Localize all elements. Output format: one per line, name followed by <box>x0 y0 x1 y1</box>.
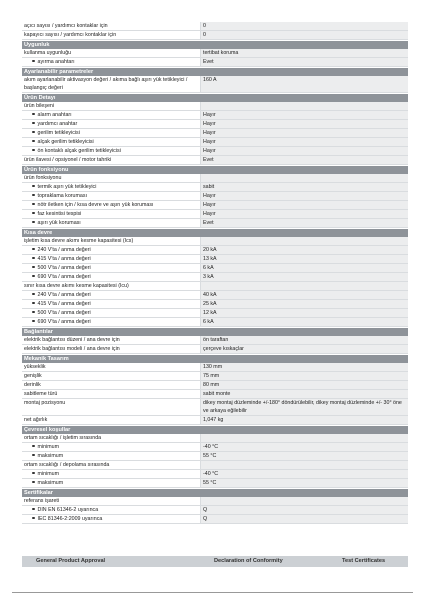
spec-label: net ağırlık <box>24 417 48 423</box>
spec-value: 0 <box>200 31 408 39</box>
spec-value: çerçeve kıskaçlar <box>200 345 408 353</box>
spec-row <box>22 219 408 228</box>
bullet-icon <box>32 320 35 323</box>
spec-row <box>22 111 408 120</box>
spec-label <box>22 201 200 209</box>
spec-row <box>22 49 408 58</box>
spec-value: Hayır <box>200 147 408 155</box>
spec-row <box>22 461 408 470</box>
spec-label: sabitleme türü <box>24 391 58 397</box>
spec-label: ortam sıcaklığı / depolama sırasında <box>24 462 110 468</box>
spec-row <box>22 76 408 93</box>
spec-row <box>22 156 408 165</box>
spec-label <box>22 300 200 308</box>
spec-label: açıcı sayısı / yardımcı kontaklar için <box>24 23 108 29</box>
spec-label <box>22 192 200 200</box>
bullet-icon <box>32 149 35 152</box>
spec-value: Evet <box>200 219 408 227</box>
spec-label <box>22 120 200 128</box>
spec-value: 80 mm <box>200 381 408 389</box>
spec-label <box>22 138 200 146</box>
spec-label-text: topraklama koruması <box>37 193 87 199</box>
spec-label: referans işareti <box>24 498 60 504</box>
spec-row <box>22 255 408 264</box>
spec-row <box>22 246 408 255</box>
spec-label: ürün ilavesi / opsiyonel / motor tahriki <box>24 157 112 163</box>
spec-value: Hayır <box>200 111 408 119</box>
bullet-icon <box>32 266 35 269</box>
spec-value <box>200 102 408 110</box>
bullet-icon <box>32 293 35 296</box>
spec-value: 6 kA <box>200 264 408 272</box>
spec-label <box>22 318 200 326</box>
spec-row <box>22 515 408 524</box>
spec-row <box>22 399 408 416</box>
spec-label-text: 240 V'ta / anma değeri <box>37 247 91 253</box>
spec-label-text: minimum <box>37 471 59 477</box>
spec-label-text: 500 V'ta / anma değeri <box>37 265 91 271</box>
spec-label-text: DIN EN 61346-2 uyarınca <box>37 507 99 513</box>
spec-row <box>22 497 408 506</box>
section-header: Ürün fonksiyonu <box>22 165 408 174</box>
spec-value: sabit <box>200 183 408 191</box>
spec-label: genişlik <box>24 373 42 379</box>
spec-value: 40 kA <box>200 291 408 299</box>
certificate-footer <box>22 556 408 567</box>
bullet-icon <box>32 302 35 305</box>
test-certificates-label: Test Certificates <box>342 558 386 564</box>
spec-row <box>22 264 408 273</box>
section-header: Kısa devre <box>22 228 408 237</box>
spec-label-text: maksimum <box>37 480 64 486</box>
spec-value: -40 °C <box>200 443 408 451</box>
bullet-icon <box>32 140 35 143</box>
spec-row <box>22 210 408 219</box>
bullet-icon <box>32 311 35 314</box>
spec-value: Q <box>200 515 408 523</box>
bullet-icon <box>32 185 35 188</box>
spec-row <box>22 192 408 201</box>
spec-value: 1,047 kg <box>200 416 408 424</box>
spec-label: montaj pozisyonu <box>24 400 66 406</box>
spec-label-text: faz kesintisi tespisi <box>37 211 82 217</box>
spec-row <box>22 147 408 156</box>
spec-label <box>22 443 200 451</box>
spec-row <box>22 443 408 452</box>
spec-row <box>22 273 408 282</box>
general-product-approval-label: General Product Approval <box>36 558 106 564</box>
spec-value: tertibat koruma <box>200 49 408 57</box>
bullet-icon <box>32 131 35 134</box>
spec-label-text: aşırı yük koruması <box>37 220 81 226</box>
spec-row <box>22 309 408 318</box>
spec-label-text: alarm anahtarı <box>37 112 72 118</box>
spec-row <box>22 31 408 40</box>
spec-label-text: 415 V'ta / anma değeri <box>37 301 91 307</box>
spec-row <box>22 58 408 67</box>
spec-row <box>22 201 408 210</box>
bullet-icon <box>32 122 35 125</box>
spec-value: sabit monte <box>200 390 408 398</box>
bullet-icon <box>32 517 35 520</box>
spec-row <box>22 120 408 129</box>
spec-value: 75 mm <box>200 372 408 380</box>
spec-label: kapayıcı sayısı / yardımcı kontaklar için <box>24 32 117 38</box>
spec-label-text: 690 V'ta / anma değeri <box>37 274 91 280</box>
spec-label <box>22 264 200 272</box>
spec-row <box>22 237 408 246</box>
spec-value: Hayır <box>200 192 408 200</box>
spec-label-text: yardımcı anahtar <box>37 121 78 127</box>
spec-label <box>22 129 200 137</box>
spec-label-text: gerilim tetikleyicisi <box>37 130 80 136</box>
spec-value: Hayır <box>200 201 408 209</box>
spec-value: 55 °C <box>200 479 408 487</box>
spec-row <box>22 336 408 345</box>
spec-label: derinlik <box>24 382 41 388</box>
declaration-of-conformity-label: Declaration of Conformity <box>214 558 283 564</box>
spec-label-text: nötr iletken için / kısa devre ve aşırı yük koruması <box>37 202 154 208</box>
spec-row <box>22 291 408 300</box>
page-divider <box>12 592 413 593</box>
section-header: Çevresel koşullar <box>22 425 408 434</box>
spec-value: 20 kA <box>200 246 408 254</box>
bullet-icon <box>32 212 35 215</box>
spec-label-text: 500 V'ta / anma değeri <box>37 310 91 316</box>
section-header: Ayarlanabilir parametreler <box>22 67 408 76</box>
spec-label: yükseklik <box>24 364 46 370</box>
spec-value: Hayır <box>200 120 408 128</box>
spec-row <box>22 345 408 354</box>
spec-label <box>22 255 200 263</box>
spec-label-text: 240 V'ta / anma değeri <box>37 292 91 298</box>
spec-row <box>22 138 408 147</box>
spec-row <box>22 129 408 138</box>
spec-value <box>200 497 408 505</box>
spec-value <box>200 434 408 442</box>
spec-label: elektrik bağlantısı modeli / ana devre için <box>24 346 120 352</box>
bullet-icon <box>32 481 35 484</box>
spec-value: dikey montaj düzleminde +/-180° döndürülebilir, dikey montaj düzleminde +/- 30° öne ve arkaya eğilebilir <box>200 399 408 415</box>
spec-value: Hayır <box>200 129 408 137</box>
spec-value: 6 kA <box>200 318 408 326</box>
spec-row <box>22 183 408 192</box>
spec-value: 130 mm <box>200 363 408 371</box>
spec-value <box>200 174 408 182</box>
spec-value: Evet <box>200 58 408 66</box>
bullet-icon <box>32 60 35 63</box>
spec-label <box>22 183 200 191</box>
spec-value: 0 <box>200 22 408 30</box>
spec-value <box>200 461 408 469</box>
bullet-icon <box>32 445 35 448</box>
section-header: Ürün Detayı <box>22 93 408 102</box>
spec-label-text: maksimum <box>37 453 64 459</box>
bullet-icon <box>32 203 35 206</box>
spec-label <box>22 210 200 218</box>
spec-label <box>22 219 200 227</box>
spec-label: kullanma uygunluğu <box>24 50 72 56</box>
spec-value: Hayır <box>200 210 408 218</box>
spec-label: akım ayarlanabilir aktivasyon değeri / akıma bağlı aşırı yük tetikleyici / başlangıç değeri <box>24 77 188 91</box>
spec-row <box>22 318 408 327</box>
spec-label: ürün fonksiyonu <box>24 175 62 181</box>
spec-label <box>22 246 200 254</box>
section-header: Uygunluk <box>22 40 408 49</box>
spec-label: sınır kısa devre akımı kesme kapasitesi (Icu) <box>24 283 129 289</box>
spec-row <box>22 390 408 399</box>
spec-row <box>22 372 408 381</box>
spec-value: 12 kA <box>200 309 408 317</box>
spec-label <box>22 470 200 478</box>
bullet-icon <box>32 508 35 511</box>
spec-label <box>22 515 200 523</box>
spec-label-text: termik aşırı yük tetikleyici <box>37 184 97 190</box>
spec-label <box>22 452 200 460</box>
spec-row <box>22 22 408 31</box>
bullet-icon <box>32 257 35 260</box>
spec-label: ürün bileşeni <box>24 103 55 109</box>
section-header: Sertifikalar <box>22 488 408 497</box>
bullet-icon <box>32 221 35 224</box>
bullet-icon <box>32 248 35 251</box>
spec-row <box>22 452 408 461</box>
spec-row <box>22 506 408 515</box>
section-header: Mekanik Tasarım <box>22 354 408 363</box>
spec-value <box>200 237 408 245</box>
spec-label <box>22 291 200 299</box>
spec-table <box>22 22 408 524</box>
spec-row <box>22 102 408 111</box>
spec-label: ortam sıcaklığı / işletim sırasında <box>24 435 102 441</box>
spec-row <box>22 381 408 390</box>
spec-row <box>22 416 408 425</box>
spec-value: -40 °C <box>200 470 408 478</box>
spec-label: elektrik bağlantısı düzeni / ana devre için <box>24 337 120 343</box>
spec-row <box>22 282 408 291</box>
spec-value: Hayır <box>200 138 408 146</box>
bullet-icon <box>32 194 35 197</box>
spec-row <box>22 363 408 372</box>
section-header: Bağlantılar <box>22 327 408 336</box>
spec-value: 25 kA <box>200 300 408 308</box>
spec-value: 3 kA <box>200 273 408 281</box>
spec-value <box>200 282 408 290</box>
spec-label <box>22 147 200 155</box>
spec-label <box>22 111 200 119</box>
spec-label-text: minimum <box>37 444 59 450</box>
spec-value: Evet <box>200 156 408 164</box>
spec-value: 13 kA <box>200 255 408 263</box>
spec-label: işletim kısa devre akımı kesme kapasitesi (Ics) <box>24 238 134 244</box>
spec-label-text: 415 V'ta / anma değeri <box>37 256 91 262</box>
spec-label <box>22 479 200 487</box>
spec-label <box>22 273 200 281</box>
spec-label-text: 690 V'ta / anma değeri <box>37 319 91 325</box>
spec-label <box>22 309 200 317</box>
spec-label-text: ön kontaklı alçak gerilim tetikleyicisi <box>37 148 121 154</box>
spec-label-text: IEC 81346-2:2009 uyarınca <box>37 516 103 522</box>
spec-label <box>22 58 200 66</box>
spec-label-text: ayırma anahtarı <box>37 59 75 65</box>
spec-label <box>22 506 200 514</box>
bullet-icon <box>32 454 35 457</box>
bullet-icon <box>32 472 35 475</box>
bullet-icon <box>32 113 35 116</box>
spec-value: 160 A <box>200 76 408 92</box>
spec-row <box>22 470 408 479</box>
bullet-icon <box>32 275 35 278</box>
spec-value: ön taraftan <box>200 336 408 344</box>
spec-label-text: alçak gerilim tetikleyicisi <box>37 139 94 145</box>
spec-row <box>22 434 408 443</box>
spec-value: 55 °C <box>200 452 408 460</box>
spec-row <box>22 300 408 309</box>
spec-row <box>22 174 408 183</box>
spec-row <box>22 479 408 488</box>
spec-value: Q <box>200 506 408 514</box>
